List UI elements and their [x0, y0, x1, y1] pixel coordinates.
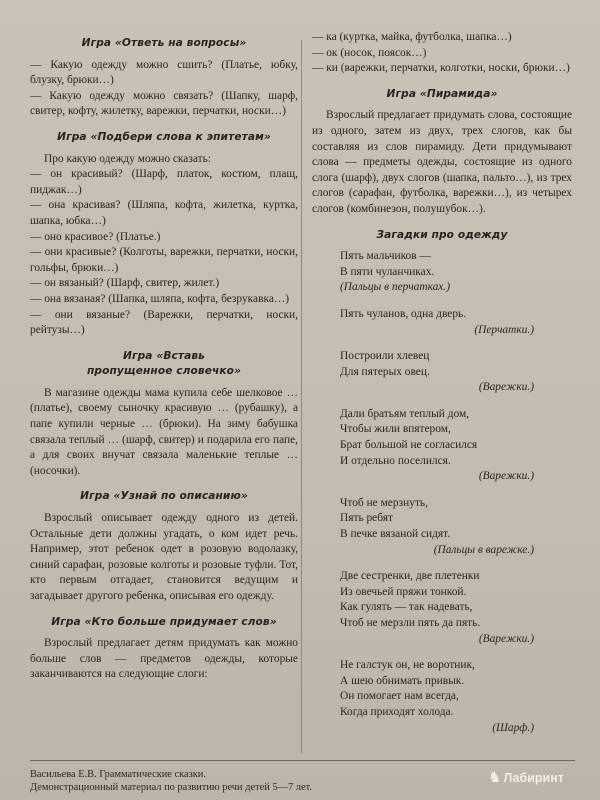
riddle-answer: (Пальцы в перчатках.): [340, 281, 451, 294]
riddle-line: Как гулять — так надевать,: [340, 601, 473, 614]
syllable-line: — ок (носок, поясок…): [312, 46, 427, 59]
game-title-insert-word: Игра «Вставь: [123, 349, 205, 362]
right-column: [312, 30, 572, 747]
column-divider: [301, 40, 302, 753]
riddle-line: Он помогает нам всегда,: [340, 690, 459, 703]
riddle-answer: (Пальцы в варежке.): [433, 543, 534, 556]
footer-citation: [30, 768, 312, 794]
game-title-insert-word-line2: пропущенное словечко»: [86, 365, 242, 378]
riddle-line: Пять ребят: [340, 512, 393, 525]
riddle-line: В печке вязаной сидят.: [340, 528, 451, 541]
riddle-answer: (Варежки.): [478, 632, 534, 645]
riddle-line: Чтоб не мерзли пять да пять.: [340, 617, 481, 629]
watermark-logo: [488, 768, 564, 786]
footer-rule: [30, 760, 575, 761]
watermark-text: Лабиринт: [503, 771, 564, 785]
riddle-answer: (Перчатки.): [474, 323, 534, 336]
game-title-more-words: Игра «Кто больше придумает слов»: [51, 615, 277, 628]
paragraph: Взрослый описывает одежду одного из детей. Остальные дети должны угадать, о ком идет речь. Например, этот ребенок одет в розовую водолазку, синий сарафан, розовые колготы и розовые туфли. Тот, кто первым отгадает, становится ведущим и загадывает другого ребенка, описывая его одежду.: [30, 512, 298, 602]
riddle-line: Пять чуланов, одна дверь.: [340, 307, 467, 320]
question-line: — они красивые? (Колготы, варежки, перчатки, носки, гольфы, брюки…): [30, 246, 298, 274]
riddle-line: Две сестренки, две плетенки: [340, 570, 480, 583]
riddle: [340, 407, 572, 485]
riddle: [340, 496, 572, 558]
riddle-line: Пять мальчиков —: [340, 250, 431, 263]
riddle-line: Когда приходят холода.: [340, 705, 454, 718]
riddle-line: Не галстук он, не воротник,: [340, 659, 475, 672]
riddle-line: В пяти чуланчиках.: [340, 265, 435, 278]
game-title-pyramid: Игра «Пирамида»: [386, 87, 498, 100]
game-title-describe: Игра «Узнай по описанию»: [80, 490, 248, 503]
riddle: [340, 249, 572, 296]
riddle-line: Чтобы жили впятером,: [340, 423, 451, 436]
riddle-line: А шею обнимать привык.: [340, 674, 465, 687]
riddle-line: Из овечьей пряжи тонкой.: [340, 585, 467, 598]
watermark-icon: ♞: [488, 769, 502, 786]
question-line: — оно красивое? (Платье.): [30, 230, 161, 243]
riddle-line: Дали братьям теплый дом,: [340, 407, 470, 420]
question-line: — он вязаный? (Шарф, свитер, жилет.): [30, 277, 220, 290]
riddle: [340, 349, 572, 396]
question-line: — он красивый? (Шарф, платок, костюм, плащ, пиджак…): [30, 168, 298, 196]
riddle: [340, 569, 572, 647]
question-line: — Какую одежду можно связать? (Шапку, шарф, свитер, кофту, жилетку, варежки, перчатки, носки…): [30, 89, 298, 118]
paragraph: Взрослый предлагает детям придумать как можно больше слов — предметов одежды, которые заканчиваются на следующие слоги:: [30, 637, 298, 681]
riddle-line: И отдельно поселился.: [340, 454, 451, 467]
riddle-line: Для пятерых овец.: [340, 365, 430, 378]
intro-line: Про какую одежду можно сказать:: [44, 152, 211, 165]
question-line: — Какую одежду можно сшить? (Платье, юбку, блузку, брюки…): [30, 58, 298, 87]
game-title-answer-questions: Игра «Ответь на вопросы»: [81, 37, 247, 49]
riddle: [340, 307, 572, 338]
riddle-line: Чтоб не мерзнуть,: [340, 496, 428, 509]
riddles-list: [312, 249, 572, 736]
footer-line: Васильева Е.В. Грамматические сказки.: [30, 769, 206, 780]
riddle-answer: (Варежки.): [478, 470, 534, 483]
paragraph: Взрослый предлагает придумать слова, состоящие из одного, затем из двух, трех слогов, как бы составляя из слов пирамиду. Дети придумывают слова — предметы одежды, состоящие из одного слога (шарф), двух слогов (шапка, пальто…), из трех слогов (сарафан, футболка, варежки…), из четырех слогов (комбинезон, полушубок…).: [312, 109, 572, 215]
riddle-answer: (Шарф.): [492, 721, 534, 734]
riddle: [340, 658, 572, 736]
riddles-title: Загадки про одежду: [376, 228, 508, 241]
left-column: [30, 36, 298, 683]
footer-line: Демонстрационный материал по развитию речи детей 5—7 лет.: [30, 782, 312, 793]
syllable-line: — ки (варежки, перчатки, колготки, носки, брюки…): [312, 62, 570, 75]
question-line: — она вязаная? (Шапка, шляпа, кофта, безрукавка…): [30, 292, 290, 305]
question-line: — она красивая? (Шляпа, кофта, жилетка, куртка, шапка, юбка…): [30, 199, 298, 227]
riddle-line: Построили хлевец: [340, 350, 430, 363]
question-line: — они вязаные? (Варежки, перчатки, носки, рейтузы…): [30, 308, 298, 337]
paragraph: В магазине одежды мама купила себе шелковое … (платье), своему сыночку красивую … (рубашку), а папе купили черные … (брюки). На зиму бабушка связала теплый … (шарф, свитер) и подарила его папе, а для своих внучат связала маленькие теплые … (носочки).: [30, 386, 298, 477]
riddle-answer: (Варежки.): [478, 381, 534, 394]
syllable-line: — ка (куртка, майка, футболка, шапка…): [312, 31, 512, 43]
game-title-epithets: Игра «Подбери слова к эпитетам»: [57, 130, 271, 143]
riddle-line: Брат большой не согласился: [340, 439, 478, 452]
